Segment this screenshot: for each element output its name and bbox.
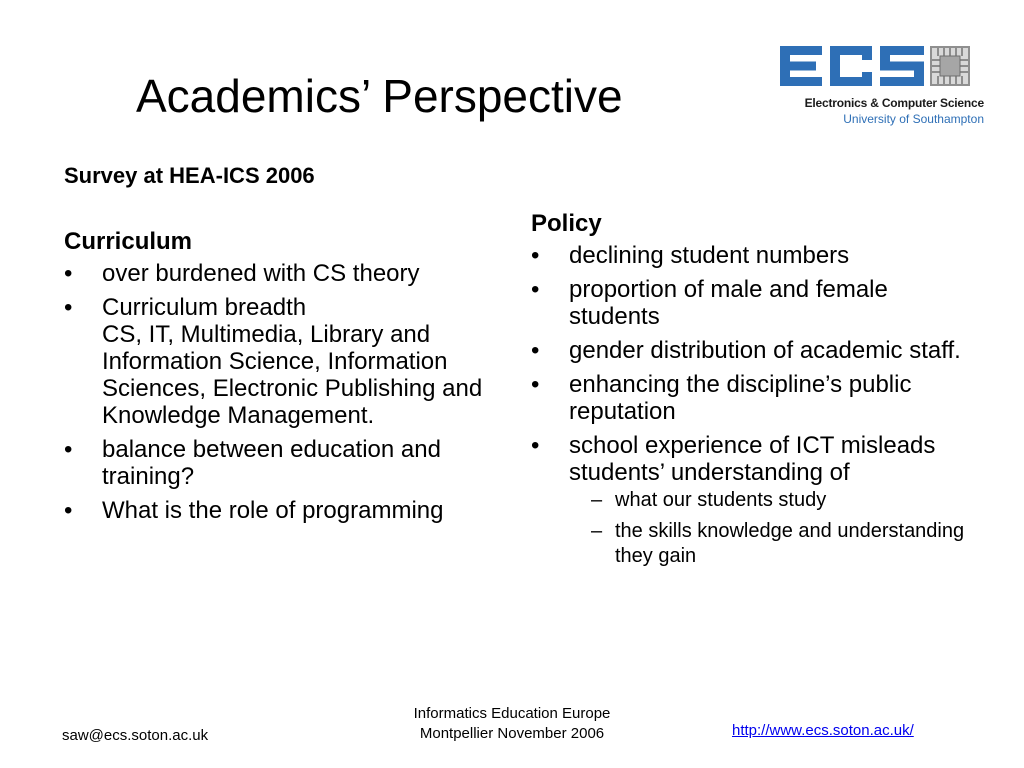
list-item	[64, 436, 504, 490]
dash-icon: –	[591, 520, 603, 542]
list-item	[64, 260, 504, 287]
list-item	[64, 497, 504, 524]
list-item-text: enhancing the discipline’s public reputation	[569, 371, 912, 425]
curriculum-column	[64, 228, 504, 531]
list-item	[531, 337, 971, 364]
bullet-icon: •	[64, 294, 73, 321]
sub-list-item-text: what our students study	[615, 489, 827, 511]
logo-text-university: University of Southampton	[843, 112, 984, 126]
sub-list-item	[569, 519, 971, 569]
bullet-icon: •	[531, 371, 540, 398]
survey-subtitle: Survey at HEA-ICS 2006	[64, 163, 315, 188]
list-item-text: Curriculum breadth	[102, 294, 307, 321]
list-item-text: school experience of ICT misleads students’ understanding of	[569, 432, 936, 486]
list-item-text: over burdened with CS theory	[102, 260, 420, 287]
list-item-text: What is the role of programming	[102, 497, 444, 524]
footer-event	[360, 704, 664, 744]
bullet-icon: •	[531, 276, 540, 303]
list-item-text: gender distribution of academic staff.	[569, 337, 961, 364]
sub-list-item-text: the skills knowledge and understanding they gain	[615, 520, 965, 567]
list-item-text: declining student numbers	[569, 242, 850, 269]
slide-title: Academics’ Perspective	[136, 70, 623, 122]
bullet-icon: •	[531, 242, 540, 269]
list-item-detail: CS, IT, Multimedia, Library and Information Science, Information Sciences, Electronic Publishing and Knowledge Management.	[102, 321, 483, 429]
footer-url-link[interactable]: http://www.ecs.soton.ac.uk/	[732, 722, 914, 739]
policy-list	[531, 242, 971, 569]
bullet-icon: •	[531, 337, 540, 364]
policy-sublist	[569, 488, 971, 569]
bullet-icon: •	[64, 260, 73, 287]
curriculum-heading: Curriculum	[64, 228, 193, 255]
list-item	[64, 294, 504, 429]
footer-email: saw@ecs.soton.ac.uk	[62, 727, 209, 744]
dash-icon: –	[591, 489, 603, 511]
ecs-logo	[780, 46, 984, 130]
chip-icon	[930, 46, 970, 86]
policy-column	[531, 210, 971, 576]
curriculum-list	[64, 260, 504, 524]
list-item-text: balance between education and training?	[102, 436, 441, 490]
sub-list-item	[569, 488, 971, 513]
bullet-icon: •	[531, 432, 540, 459]
list-item	[531, 432, 971, 569]
list-item	[531, 242, 971, 269]
logo-text-department: Electronics & Computer Science	[804, 96, 984, 110]
bullet-icon: •	[64, 497, 73, 524]
footer-event-date: Montpellier November 2006	[419, 725, 605, 742]
footer-event-name: Informatics Education Europe	[413, 705, 611, 722]
bullet-icon: •	[64, 436, 73, 463]
list-item	[531, 276, 971, 330]
list-item-text: proportion of male and female students	[569, 276, 888, 330]
list-item	[531, 371, 971, 425]
policy-heading: Policy	[531, 210, 602, 237]
ecs-wordmark-icon	[780, 46, 928, 86]
